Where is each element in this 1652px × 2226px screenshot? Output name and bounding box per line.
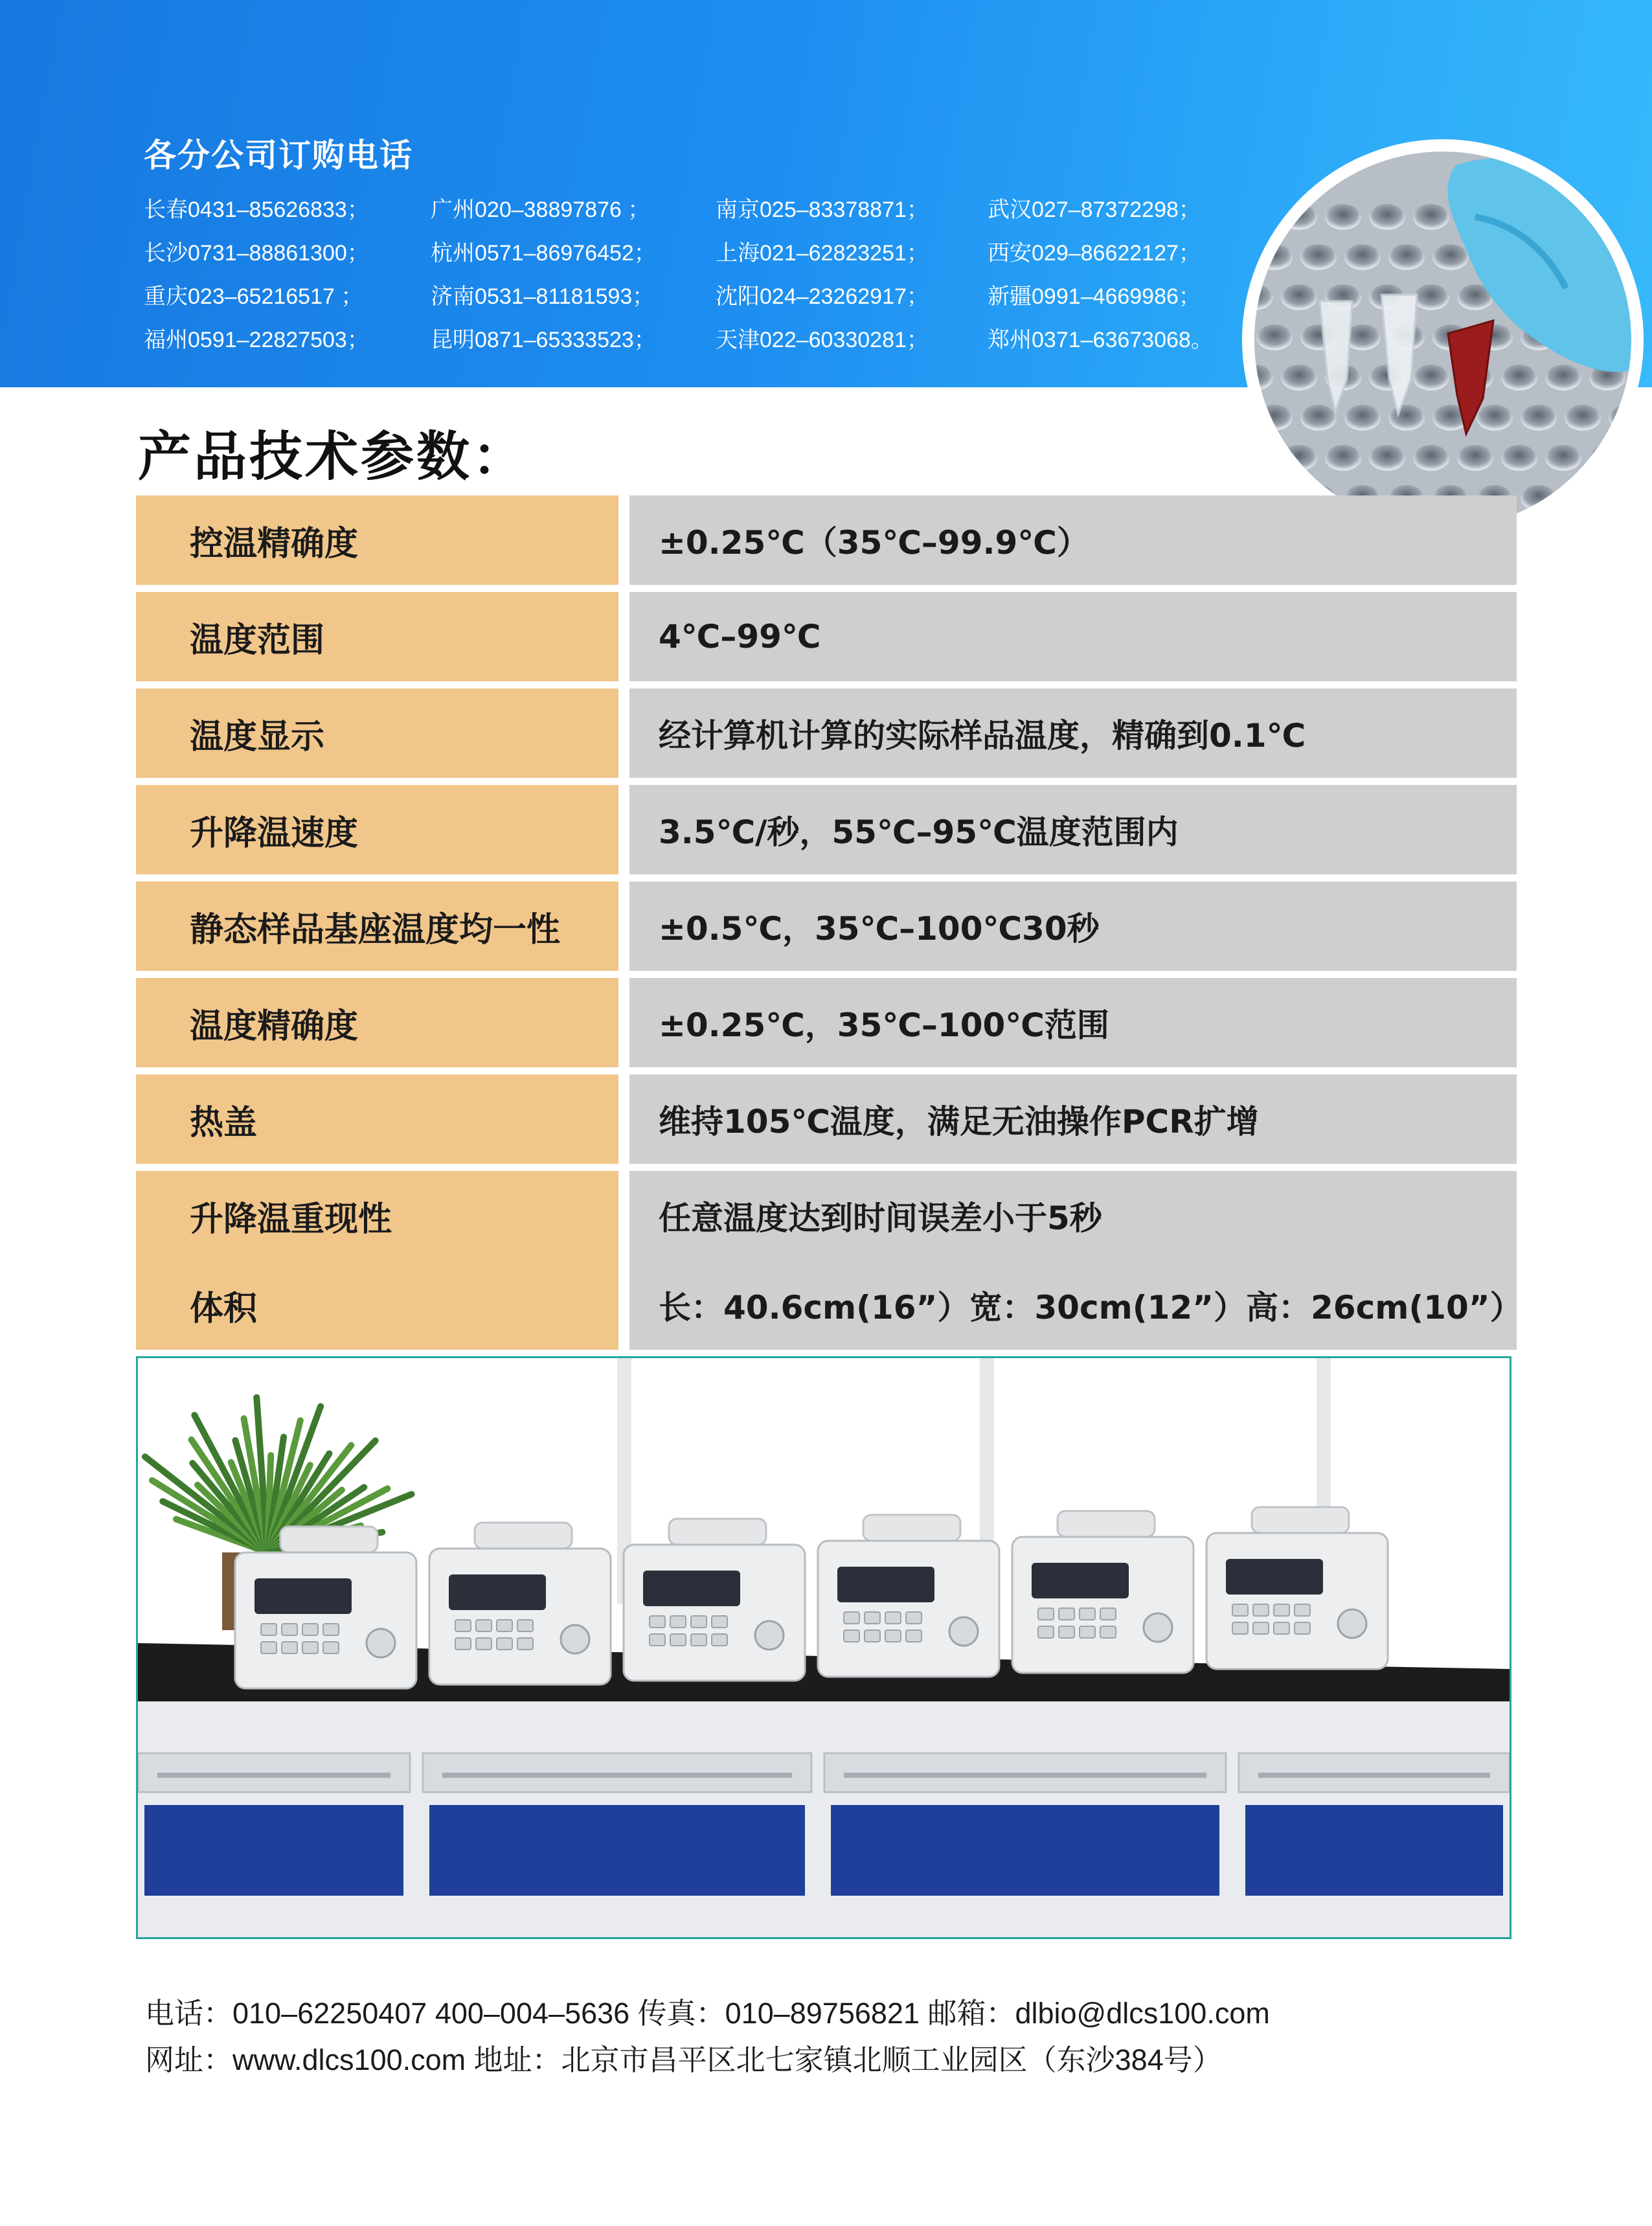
spec-section-title: 产品技术参数： bbox=[138, 426, 528, 488]
branch-phone: 杭州0571–86976452； bbox=[431, 241, 656, 266]
contact-line: 电话：010–62250407 400–004–5636 传真：010–89756821 邮箱：dlbio@dlcs100.com bbox=[145, 1997, 1270, 2030]
spec-row bbox=[136, 978, 1517, 1067]
lab-tubes-photo bbox=[1242, 139, 1644, 541]
spec-label: 热盖 bbox=[136, 1074, 618, 1164]
branch-phone: 广州020–38897876 ； bbox=[431, 198, 650, 222]
branch-phone: 武汉027–87372298； bbox=[988, 198, 1201, 222]
spec-value: 任意温度达到时间误差小于5秒 bbox=[629, 1171, 1517, 1260]
branch-phone: 重庆023–65216517 ； bbox=[144, 284, 363, 309]
branch-phone: 新疆0991–4669986； bbox=[988, 284, 1201, 309]
spec-row bbox=[136, 1074, 1517, 1164]
branch-phone: 长春0431–85626833； bbox=[144, 198, 369, 222]
spec-label: 静态样品基座温度均一性 bbox=[136, 881, 618, 971]
spec-value: ±0.25℃，35℃–100℃范围 bbox=[629, 978, 1517, 1067]
spec-label: 升降温速度 bbox=[136, 785, 618, 874]
branch-phone: 长沙0731–88861300； bbox=[144, 241, 369, 266]
branch-phone: 济南0531–81181593； bbox=[431, 284, 655, 309]
spec-value: 3.5℃/秒，55℃–95℃温度范围内 bbox=[629, 785, 1517, 874]
branch-phone: 昆明0871–65333523； bbox=[431, 328, 656, 352]
spec-row bbox=[136, 785, 1517, 874]
branch-phone: 沈阳024–23262917； bbox=[716, 284, 929, 309]
branch-phone: 天津022–60330281； bbox=[716, 328, 929, 352]
spec-value: ±0.25℃（35℃–99.9℃） bbox=[629, 495, 1517, 585]
branch-phone: 福州0591–22827503； bbox=[144, 328, 369, 352]
spec-row bbox=[136, 1171, 1517, 1260]
branch-phone: 西安029–86622127； bbox=[988, 241, 1201, 266]
address-line: 网址：www.dlcs100.com 地址：北京市昌平区北七家镇北顺工业园区（东沙384号） bbox=[145, 2043, 1222, 2076]
spec-value: 经计算机计算的实际样品温度，精确到0.1℃ bbox=[629, 688, 1517, 778]
spec-row bbox=[136, 688, 1517, 778]
spec-label: 温度范围 bbox=[136, 592, 618, 681]
spec-value: ±0.5℃，35℃–100℃30秒 bbox=[629, 881, 1517, 971]
spec-value: 长：40.6cm(16”）宽：30cm(12”）高：26cm(10”） bbox=[629, 1260, 1517, 1350]
pcr-instruments-photo bbox=[136, 1356, 1511, 1939]
spec-value: 4℃–99℃ bbox=[629, 592, 1517, 681]
spec-label: 升降温重现性 bbox=[136, 1171, 618, 1260]
branch-phone: 郑州0371–63673068。 bbox=[988, 328, 1213, 352]
spec-label: 温度精确度 bbox=[136, 978, 618, 1067]
spec-label: 控温精确度 bbox=[136, 495, 618, 585]
spec-row bbox=[136, 592, 1517, 681]
spec-label: 体积 bbox=[136, 1260, 618, 1350]
spec-row bbox=[136, 881, 1517, 971]
spec-value: 维持105℃温度，满足无油操作PCR扩增 bbox=[629, 1074, 1517, 1164]
spec-label: 温度显示 bbox=[136, 688, 618, 778]
spec-row bbox=[136, 1260, 1522, 1350]
branch-phone: 上海021–62823251； bbox=[716, 241, 929, 266]
branch-phone: 南京025–83378871； bbox=[716, 198, 929, 222]
spec-row bbox=[136, 495, 1517, 585]
branch-phones-title: 各分公司订购电话 bbox=[144, 137, 413, 174]
